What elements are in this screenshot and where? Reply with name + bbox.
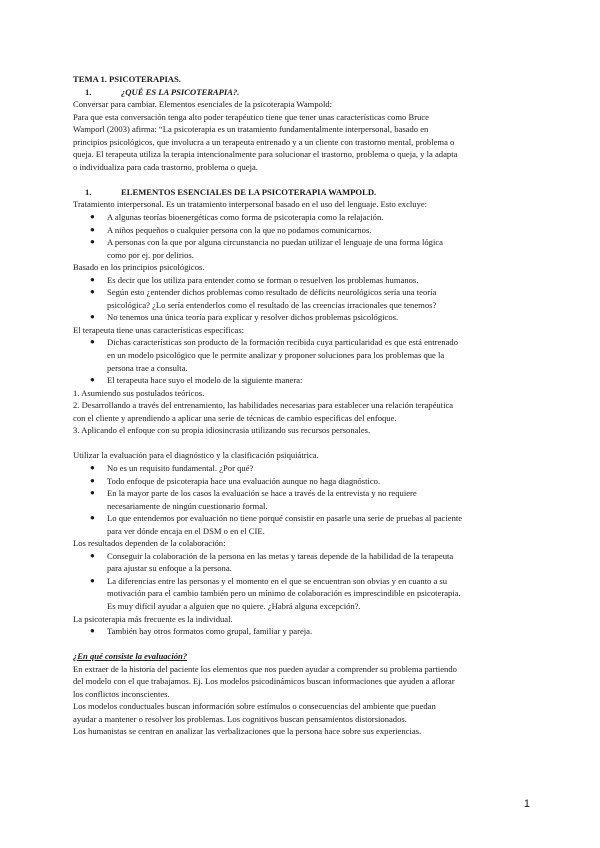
bullet-item	[73, 487, 535, 512]
text-line: del modelo con el que trabajamos. Ej. Los modelos psicodinámicos buscan informaciones que ayuden a aflorar	[73, 676, 455, 687]
bullet-text: Es muy difícil ayudar a alguien que no quiere. ¿Habrá alguna excepción?.	[107, 600, 361, 611]
bullet-item	[73, 374, 535, 387]
bullet-icon: ●	[90, 337, 95, 347]
spacer	[73, 173, 535, 186]
bullet-list	[73, 462, 535, 537]
bullet-icon: ●	[90, 575, 95, 585]
bullet-item	[73, 236, 535, 261]
page-number: 1	[523, 798, 530, 810]
text-line: los conflictos inconscientes.	[73, 688, 170, 699]
bullet-item	[73, 512, 535, 537]
bullet-list	[73, 336, 535, 386]
bullet-icon: ●	[90, 274, 95, 284]
section-heading-que-es	[73, 86, 535, 99]
document-title: TEMA 1. PSICOTERAPIAS.	[73, 74, 181, 84]
text-line: con el cliente y aprendiendo a aplicar una serie de técnicas de cambio específicas del enfoque.	[73, 412, 397, 423]
bullet-icon: ●	[90, 312, 95, 322]
subsection-intro: Basado en los principios psicológicos.	[73, 262, 205, 273]
bullet-icon: ●	[90, 224, 95, 234]
intro-paragraph	[73, 98, 535, 173]
text-line: Los modelos conductuales buscan información sobre estímulos o consecuencias del ambiente que puedan	[73, 701, 436, 712]
bullet-item	[73, 625, 535, 638]
bullet-icon: ●	[90, 513, 95, 523]
bullet-list	[73, 550, 535, 613]
bullet-item	[73, 575, 535, 613]
bullet-list	[73, 274, 535, 324]
bullet-icon: ●	[90, 488, 95, 498]
subsection-intro: La psicoterapia más frecuente es la individual.	[73, 613, 233, 624]
spacer	[73, 437, 535, 450]
bullet-text: para ver dónde encaja en el DSM o en el CIE.	[107, 525, 265, 536]
text-line: 3. Aplicando el enfoque con su propia idiosincrasia utilizando sus recursos personales.	[73, 425, 371, 436]
bullet-text: necesariamente de ningún cuestionario formal.	[107, 500, 268, 511]
bullet-icon: ●	[90, 462, 95, 472]
bullet-text: En la mayor parte de los casos la evaluación se hace a través de la entrevista y no requiere	[107, 488, 417, 499]
bullet-text: Conseguir la colaboración de la persona en las metas y tareas depende de la habilidad de la terapeuta	[107, 550, 454, 561]
text-line: queja. El terapeuta utiliza la terapia intencionalmente para solucionar el trastorno, problema o queja, y la adapta	[73, 149, 458, 160]
bullet-text: A niños pequeños o cualquier persona con la que no podamos comunicarnos.	[107, 224, 372, 235]
bullet-icon: ●	[90, 475, 95, 485]
text-line: En extraer de la historia del paciente los elementos que nos pueden ayudar a comprender su problema partiendo	[73, 663, 457, 674]
bullet-text: Lo que entendemos por evaluación no tiene porqué consistir en pasarle una serie de pruebas al paciente	[107, 513, 463, 524]
text-line: Wamporl (2003) afirma: “La psicoterapia es un tratamiento fundamentalmente interpersonal, basado en	[73, 124, 429, 135]
bullet-item	[73, 224, 535, 237]
bullet-item	[73, 274, 535, 287]
bullet-text: No es un requisito fundamental. ¿Por qué?	[107, 462, 254, 473]
evaluacion-paragraph	[73, 663, 535, 738]
bullet-text: para ajustar su enfoque a la persona.	[107, 563, 232, 574]
bullet-text: Es decir que los utiliza para entender como se forman o resuelven los problemas humanos.	[107, 274, 419, 285]
bullet-text: psicológica? ¿Lo sería entenderlos como el resultado de las creencias irracionales que tenemos?	[107, 299, 437, 310]
text-line: principios psicológicos, que involucra a un terapeuta entrenado y a un cliente con trastorno mental, problema o	[73, 136, 455, 147]
document-body	[73, 73, 535, 738]
bullet-icon: ●	[90, 287, 95, 297]
section-title: ELEMENTOS ESENCIALES DE LA PSICOTERAPIA WAMPOLD.	[121, 186, 377, 197]
bullet-item	[73, 462, 535, 475]
bullet-icon: ●	[90, 626, 95, 636]
bullet-text: motivación para el cambio también pero un mínimo de colaboración es imprescindible en psicoterapia.	[107, 588, 461, 599]
text-line: Conversar para cambiar. Elementos esenciales de la psicoterapia Wampold:	[73, 99, 333, 110]
bullet-text: en un modelo psicológico que le permite analizar y proponer soluciones para los problemas que la	[107, 350, 445, 361]
bullet-item	[73, 475, 535, 488]
bullet-text: persona trae a consulta.	[107, 362, 188, 373]
text-line: 2. Desarrollando a través del entrenamiento, las habilidades necesarias para establecer una relación terapéutica	[73, 400, 454, 411]
bullet-icon: ●	[90, 237, 95, 247]
bullet-icon: ●	[90, 375, 95, 385]
bullet-item	[73, 336, 535, 374]
section-title: ¿QUÉ ES LA PSICOTERAPIA?.	[121, 86, 240, 97]
numbered-list	[73, 387, 535, 437]
bullet-item	[73, 211, 535, 224]
bullet-text: Dichas características son producto de la formación recibida cuya particularidad es que está entrenado	[107, 337, 458, 348]
section-heading-elementos	[73, 186, 535, 199]
subsection-intro: Utilizar la evaluación para el diagnóstico y la clasificación psiquiátrica.	[73, 450, 319, 461]
bullet-text: El terapeuta hace suyo el modelo de la siguiente manera:	[107, 375, 303, 386]
question-heading: ¿En qué consiste la evaluación?	[73, 651, 188, 662]
text-line: ayudar a mantener o resolver los problemas. Los cognitivos buscan pensamientos distorsionados.	[73, 713, 407, 724]
spacer	[73, 638, 535, 651]
text-line: o individualiza para cada trastorno, problema o queja.	[73, 161, 258, 172]
bullet-icon: ●	[90, 212, 95, 222]
bullet-text: La diferencias entre las personas y el momento en el que se encuentran son obvias y en cuanto a su	[107, 575, 448, 586]
section-number: 1.	[85, 86, 92, 97]
subsection-intro: Tratamiento interpersonal. Es un tratamiento interpersonal basado en el uso del lenguaje. Esto excluye:	[73, 199, 428, 210]
bullet-text: A personas con la que por alguna circunstancia no puedan utilizar el lenguaje de una forma lógica	[107, 237, 443, 248]
bullet-item	[73, 286, 535, 311]
text-line: 1. Asumiendo sus postulados teóricos.	[73, 387, 205, 398]
bullet-icon: ●	[90, 550, 95, 560]
subsection-intro: El terapeuta tiene unas características específicas:	[73, 324, 245, 335]
subsection-intro: Los resultados dependen de la colaboración:	[73, 538, 226, 549]
bullet-item	[73, 311, 535, 324]
bullet-text: Según esto ¿entender dichos problemas como resultado de déficits neurológicos sería una teoría	[107, 287, 437, 298]
bullet-text: A algunas teorías bioenergéticas como forma de psicoterapia como la relajación.	[107, 212, 384, 223]
bullet-text: También hay otros formatos como grupal, familiar y pareja.	[107, 626, 313, 637]
section-number: 1.	[85, 186, 92, 197]
bullet-text: Todo enfoque de psicoterapia hace una evaluación aunque no haga diagnóstico.	[107, 475, 381, 486]
text-line: Para que esta conversación tenga alto poder terapéutico tiene que tener unas características como Bruce	[73, 111, 429, 122]
bullet-item	[73, 550, 535, 575]
text-line: Los humanistas se centran en analizar las verbalizaciones que la persona hace sobre sus experiencias.	[73, 726, 422, 737]
bullet-text: como por ej. por delirios.	[107, 249, 194, 260]
bullet-list	[73, 625, 535, 638]
bullet-text: No tenemos una única teoría para explicar y resolver dichos problemas psicológicos.	[107, 312, 399, 323]
bullet-list	[73, 211, 535, 261]
